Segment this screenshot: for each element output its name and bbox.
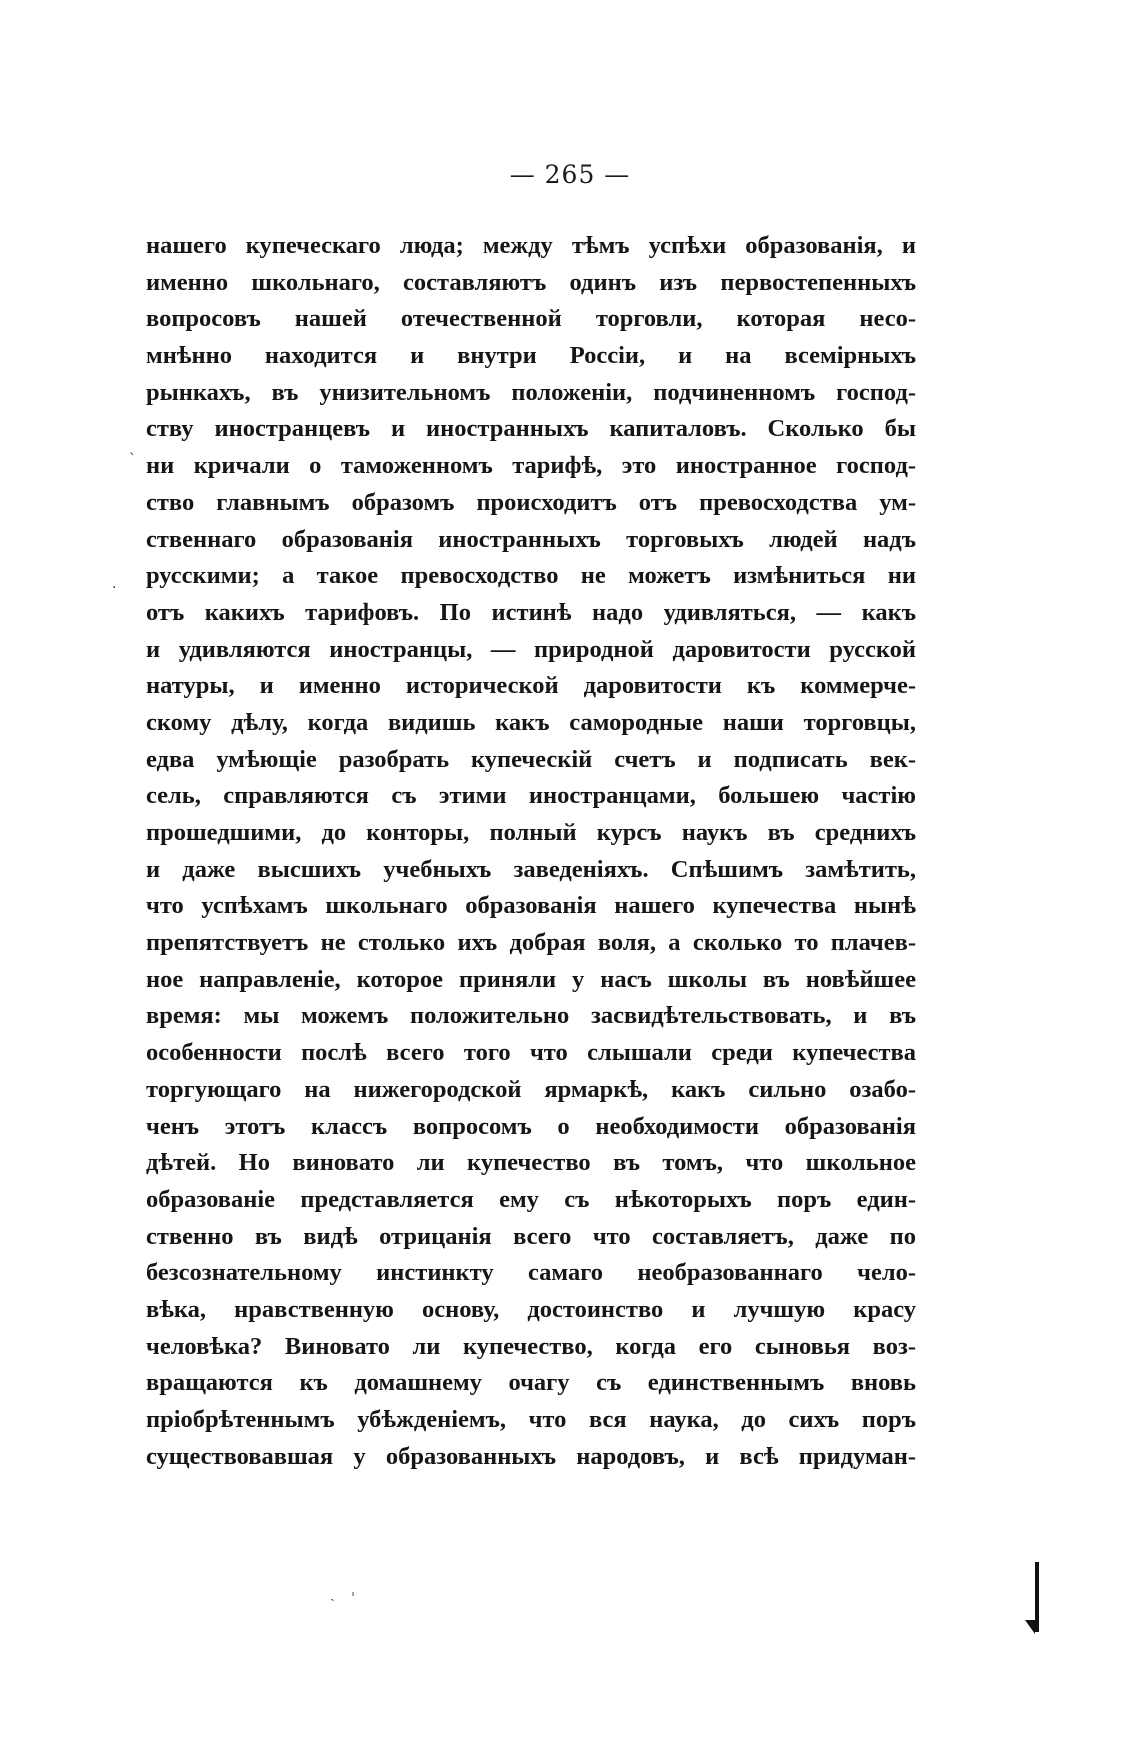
text-line: русскими; а такое превосходство не можетъ измѣниться ни <box>146 562 916 590</box>
text-line: безсознательному инстинкту самаго необразованнаго чело- <box>146 1259 916 1287</box>
text-line: особенности послѣ всего того что слышали среди купечества <box>146 1039 916 1067</box>
body-text <box>146 228 916 1475</box>
text-line: вопросовъ нашей отечественной торговли, которая несо- <box>146 305 916 333</box>
text-line: ное направленіе, которое приняли у насъ школы въ новѣйшее <box>146 965 916 993</box>
text-line: что успѣхамъ школьнаго образованія нашего купечества нынѣ <box>146 892 916 920</box>
text-line: ченъ этотъ классъ вопросомъ о необходимости образованія <box>146 1112 916 1140</box>
text-line: прошедшими, до конторы, полный курсъ наукъ въ среднихъ <box>146 819 916 846</box>
text-line: существовавшая у образованныхъ народовъ, и всѣ придуман- <box>146 1442 916 1470</box>
text-line: нашего купеческаго люда; между тѣмъ успѣхи образованія, и <box>146 232 916 259</box>
text-line: пріобрѣтеннымъ убѣжденіемъ, что вся наука, до сихъ поръ <box>146 1406 916 1433</box>
text-line: ство главнымъ образомъ происходитъ отъ превосходства ум- <box>146 488 916 516</box>
text-line: ственнаго образованія иностранныхъ торговыхъ людей надъ <box>146 525 916 553</box>
text-line: скому дѣлу, когда видишь какъ самородные наши торговцы, <box>146 708 916 736</box>
text-line: мнѣнно находится и внутри Россіи, и на всемірныхъ <box>146 342 916 370</box>
text-line: человѣка? Виновато ли купечество, когда его сыновья воз- <box>146 1332 916 1360</box>
page-edge-marker <box>1035 1562 1039 1632</box>
text-line: отъ какихъ тарифовъ. По истинѣ надо удивляться, — какъ <box>146 598 916 626</box>
text-line: ству иностранцевъ и иностранныхъ капиталовъ. Сколько бы <box>146 415 916 443</box>
text-line: именно школьнаго, составляютъ одинъ изъ первостепенныхъ <box>146 268 916 296</box>
page-number: — 265 — <box>509 160 631 189</box>
text-line: едва умѣющіе разобрать купеческій счетъ и подписать век- <box>146 745 916 773</box>
margin-mark: ˋ <box>129 452 136 468</box>
text-line: препятствуетъ не столько ихъ добрая воля, а сколько то плачев- <box>146 929 916 957</box>
margin-mark: · <box>112 580 117 596</box>
text-line: торгующаго на нижегородской ярмаркѣ, какъ сильно озабо- <box>146 1075 916 1103</box>
text-line: ственно въ видѣ отрицанія всего что составляетъ, даже по <box>146 1222 916 1250</box>
text-line: ни кричали о таможенномъ тарифѣ, это иностранное господ- <box>146 452 916 480</box>
text-line: вращаются къ домашнему очагу съ единственнымъ вновь <box>146 1369 916 1397</box>
text-line: образованіе представляется ему съ нѣкоторыхъ поръ един- <box>146 1185 916 1213</box>
text-line: и удивляются иностранцы, — природной даровитости русской <box>146 635 916 663</box>
text-line: натуры, и именно исторической даровитости къ коммерче- <box>146 672 916 700</box>
bottom-mark: ˴ ˈ <box>330 1591 361 1607</box>
text-line: вѣка, нравственную основу, достоинство и лучшую красу <box>146 1295 916 1323</box>
text-line: рынкахъ, въ унизительномъ положеніи, подчиненномъ господ- <box>146 378 916 406</box>
text-line: и даже высшихъ учебныхъ заведеніяхъ. Спѣшимъ замѣтить, <box>146 855 916 883</box>
text-line: дѣтей. Но виновато ли купечество въ томъ, что школьное <box>146 1149 916 1177</box>
text-line: время: мы можемъ положительно засвидѣтельствовать, и въ <box>146 1002 916 1030</box>
text-line: сель, справляются съ этими иностранцами, большею частію <box>146 782 916 810</box>
